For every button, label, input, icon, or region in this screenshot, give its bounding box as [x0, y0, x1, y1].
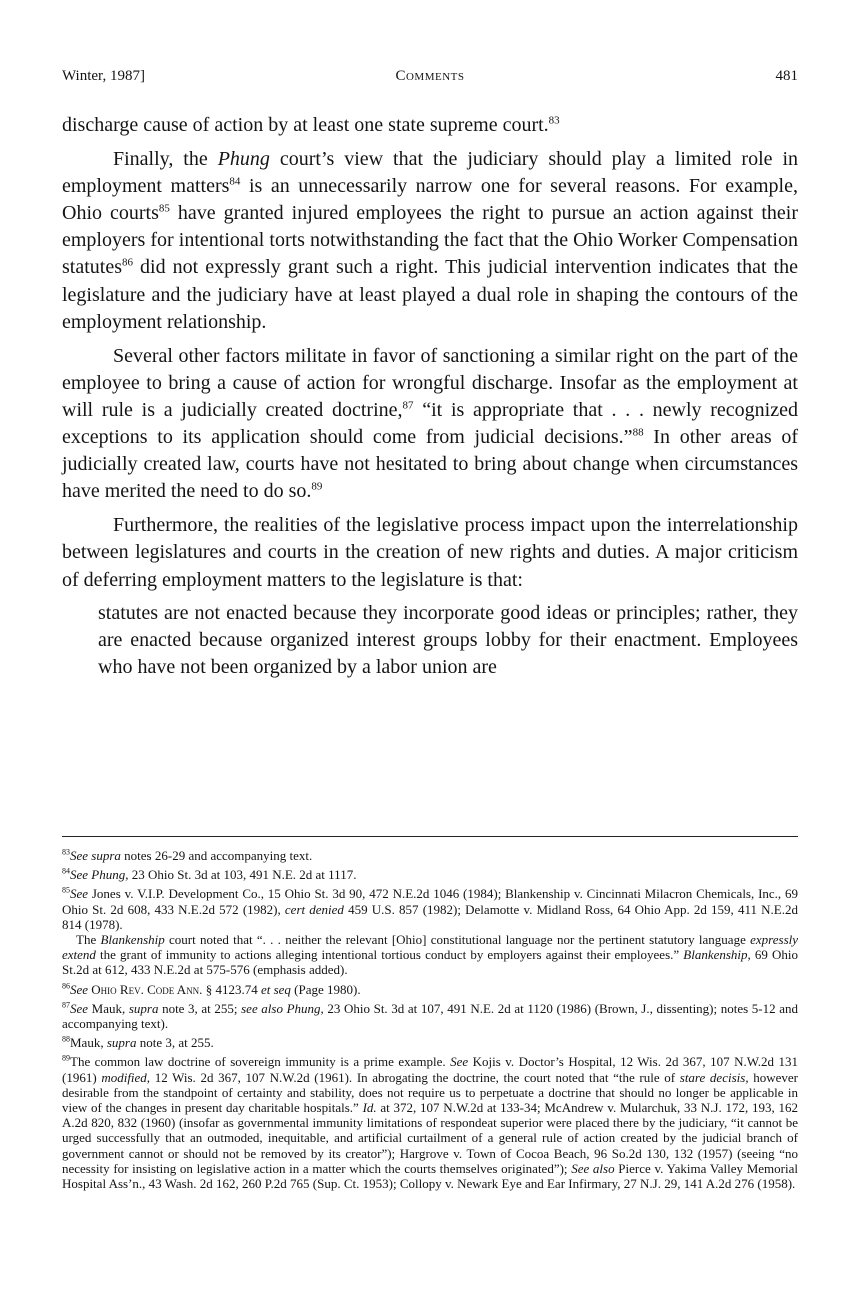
footnote-ref-85[interactable]: 85 — [158, 202, 170, 215]
footnote-ref-87[interactable]: 87 — [402, 399, 414, 412]
footnote-85: $^{85}$See Jones v. V.I.P. Development Co., 15 Ohio St. 3d 90, 472 N.E.2d 1046 (1984); Blankenship v. Cincinnati Milacron Chemicals, Inc., 69 Ohio St. 2d 608, 433 N.E.2d 572 (1982), cert denied 459 U.S. 857 (1982); Delamotte v. Midland Ross, 64 Ohio App. 2d 159, 411 N.E.2d 814 (1978). — [62, 886, 798, 932]
paragraph-continuation: discharge cause of action by at least one state supreme court.$^{83}$ — [62, 114, 560, 136]
paragraph-factors: Several other factors militate in favor of sanctioning a similar right on the part of the employee to bring a cause of action for wrongful discharge. Insofar as the employment at will rule is a judicially created doctrine,$^{87}$ “it is appropriate that . . . newly recognized exceptions to its application should come from judicial decisions.”$^{88}$ In other areas of judicially created law, courts have not hesitated to bring about change when circumstances have merited the need to do so.$^{89}$ — [62, 344, 798, 503]
footnote-ref-86[interactable]: 86 — [122, 256, 133, 269]
paragraph-phung: Finally, the Phung court’s view that the judiciary should play a limited role in employment matters$^{84}$ is an unnecessarily narrow one for several reasons. For example, Ohio courts$^{85}$ have granted injured employees the right to pursue an action against their employers for intentional torts notwithstanding the fact that the Ohio Worker Compensation statutes$^{86}$ did not expressly grant such a right. This judicial intervention indicates that the legislature and the judiciary have at least played a dual role in shaping the contours of the employment relationship. — [62, 148, 798, 333]
block-quote: statutes are not enacted because they incorporate good ideas or principles; rather, they are enacted because organized interest groups lobby for their enactment. Employees who have not been organized by a labor union are — [98, 601, 798, 678]
page-number: 481 — [775, 68, 798, 84]
footnote-88: $^{88}$Mauk, supra note 3, at 255. — [62, 1034, 214, 1051]
footnote-ref-83[interactable]: 83 — [548, 114, 560, 127]
footnote-85-continuation: The Blankenship court noted that “. . . neither the relevant [Ohio] constitutional language nor the pertinent statutory language expressly extend the grant of immunity to actions alleging intentional tortious conduct by employers against their employees.” Blankenship, 69 Ohio St.2d at 612, 433 N.E.2d at 575-576 (emphasis added). — [62, 932, 799, 978]
footnote-87: $^{87}$See Mauk, supra note 3, at 255; see also Phung, 23 Ohio St. 3d at 107, 491 N.E. 2d at 1120 (1986) (Brown, J., dissenting); notes 5-12 and accompanying text). — [62, 1000, 798, 1032]
main-text — [62, 112, 798, 681]
running-header — [62, 68, 798, 92]
paragraph-legislative: Furthermore, the realities of the legislative process impact upon the interrelationship between legislatures and courts in the creation of new rights and duties. A major criticism of deferring employment matters to the legislature is that: — [62, 514, 798, 591]
case-name-phung: Phung — [217, 148, 270, 171]
footnote-89: $^{89}$The common law doctrine of sovereign immunity is a prime example. See Kojis v. Doctor’s Hospital, 12 Wis. 2d 367, 107 N.W.2d 131 (1961) modified, 12 Wis. 2d 367, 107 N.W.2d (1961). In abrogating the doctrine, the court noted that “the rule of stare decisis, however desirable from the standpoint of certainty and stability, does not require us to perpetuate a doctrine that should no longer be applicable in view of the changes in present day charitable hospitals.” Id. at 372, 107 N.W.2d at 133-34; McAndrew v. Mularchuk, 33 N.J. 172, 193, 162 A.2d 820, 832 (1960) (insofar as governmental immunity limitations of respondeat superior were placed there by the judiciary, “it cannot be urged successfully that an outmoded, inequitable, and artificial curtailment of a general rule of action created by the judicial branch of government cannot or should not be removed by its creator”); Hargrove v. Town of Cocoa Beach, 96 So.2d 130, 132 (1957) (seeing “no necessity for insisting on legislative action in a matter which the courts themselves originated”); See also Pierce v. Yakima Valley Memorial Hospital Ass’n., 43 Wash. 2d 162, 260 P.2d 765 (Sup. Ct. 1953); Collopy v. Newark Eye and Ear Infirmary, 27 N.J. 29, 141 A.2d 276 (1958). — [62, 1054, 798, 1192]
footnote-ref-84[interactable]: 84 — [229, 175, 241, 188]
footnote-83: $^{83}$See supra notes 26-29 and accompanying text. — [62, 847, 313, 863]
footnotes — [62, 844, 798, 1191]
footnote-86: $^{86}$See Ohio Rev. Code Ann. § 4123.74 et seq (Page 1980). — [62, 981, 361, 997]
footnote-ref-89[interactable]: 89 — [311, 480, 323, 493]
header-issue-date: Winter, 1987] — [62, 68, 145, 84]
footnote-divider — [62, 836, 798, 837]
footnote-84: $^{84}$See Phung, 23 Ohio St. 3d at 103, 491 N.E. 2d at 1117. — [62, 866, 357, 883]
footnote-ref-88[interactable]: 88 — [632, 426, 644, 439]
header-section-title: Comments — [395, 68, 465, 84]
